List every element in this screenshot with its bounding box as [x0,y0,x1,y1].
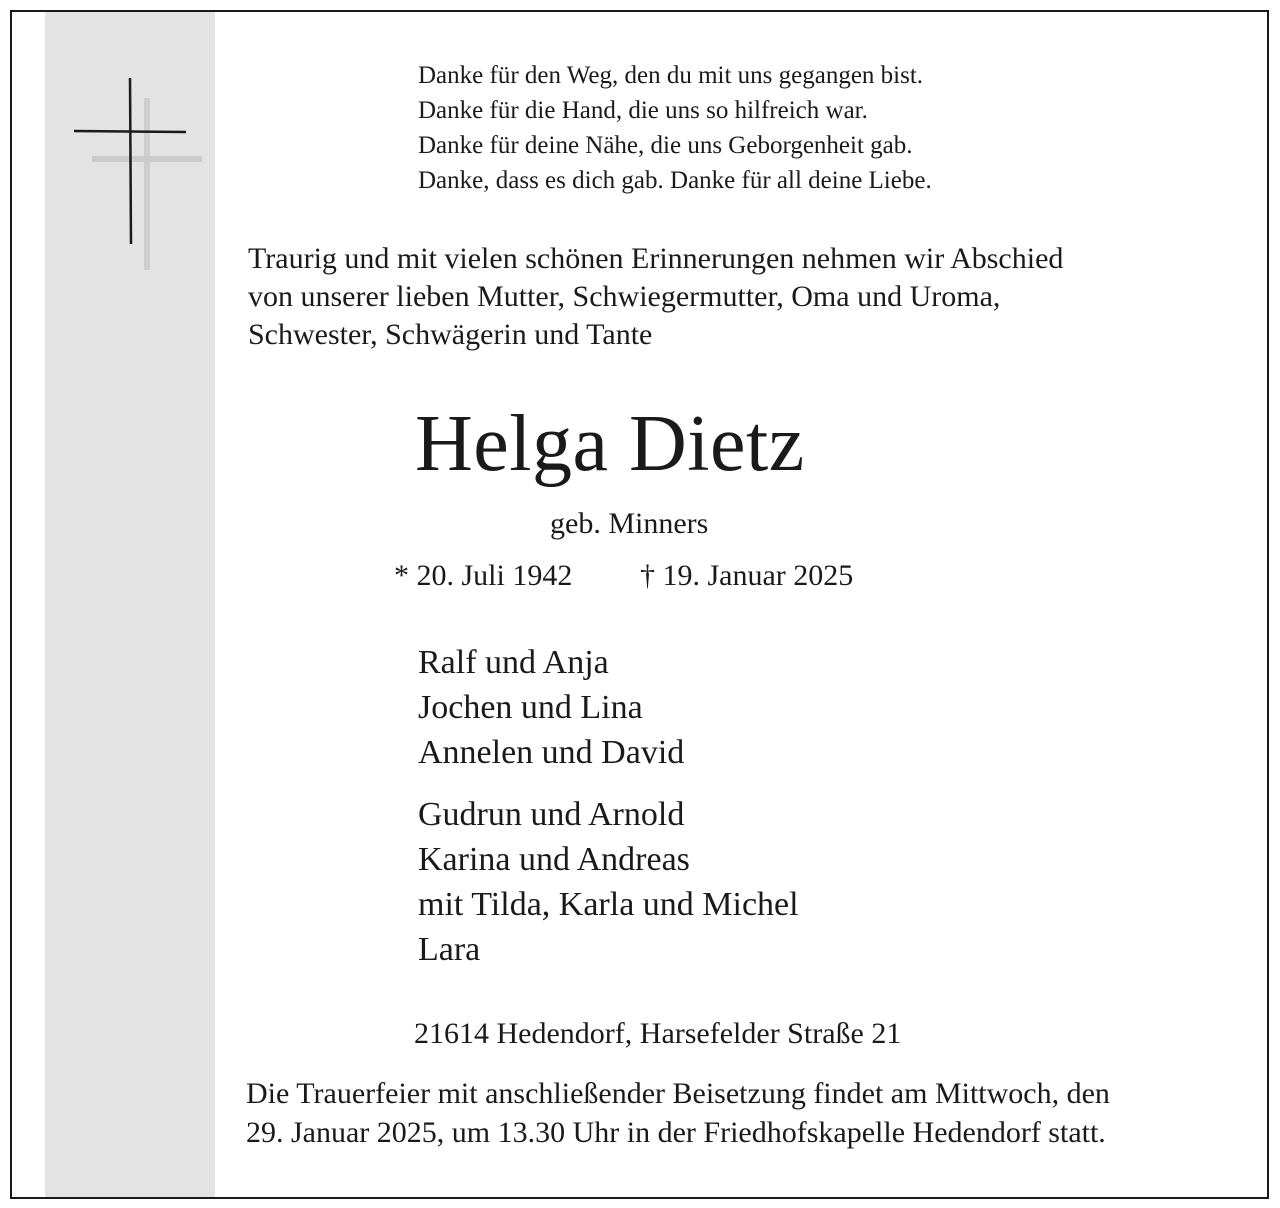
poem-line: Danke für die Hand, die uns so hilfreich war. [418,97,868,124]
mourner-line: Ralf und Anja [418,644,609,681]
poem [418,58,932,198]
mourner-line: Gudrun und Arnold [418,796,685,833]
cross-icon [72,76,212,276]
mourners-group-1 [418,640,684,775]
mourner-line: mit Tilda, Karla und Michel [418,886,799,923]
intro-paragraph [248,240,1063,354]
family-address: 21614 Hedendorf, Harsefelder Straße 21 [414,1017,902,1050]
poem-line: Danke für den Weg, den du mit uns gegangen bist. [418,62,924,89]
intro-line: Schwester, Schwägerin und Tante [248,318,653,351]
service-line: 29. Januar 2025, um 13.30 Uhr in der Friedhofskapelle Hedendorf statt. [246,1116,1106,1149]
funeral-service-info [246,1074,1110,1152]
birth-date: * 20. Juli 1942 [394,559,573,592]
death-date: † 19. Januar 2025 [640,559,854,592]
obituary-notice [10,10,1269,1199]
maiden-name: geb. Minners [550,507,709,540]
deceased-name: Helga Dietz [415,400,805,488]
mourner-line: Lara [418,931,481,968]
poem-line: Danke, dass es dich gab. Danke für all deine Liebe. [418,167,932,194]
intro-line: von unserer lieben Mutter, Schwiegermutter, Oma und Uroma, [248,280,1001,313]
mourners-group-2 [418,792,799,972]
intro-line: Traurig und mit vielen schönen Erinnerungen nehmen wir Abschied [248,242,1064,275]
mourner-line: Karina und Andreas [418,841,690,878]
service-line: Die Trauerfeier mit anschließender Beisetzung findet am Mittwoch, den [246,1077,1110,1110]
mourner-line: Annelen und David [418,734,685,771]
poem-line: Danke für deine Nähe, die uns Geborgenheit gab. [418,132,913,159]
mourner-line: Jochen und Lina [418,689,643,726]
